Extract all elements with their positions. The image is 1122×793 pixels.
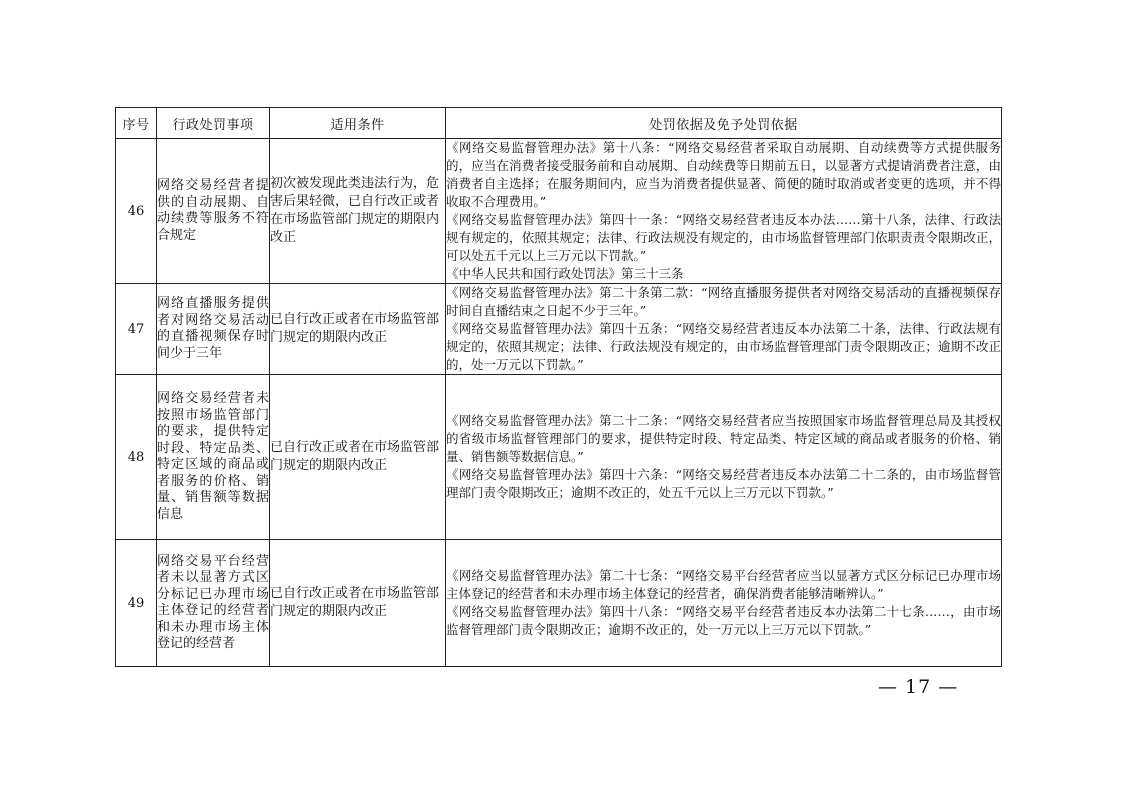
penalty-item: 网络交易平台经营者未以显著方式区分标记已办理市场主体登记的经营者和未办理市场主体登记的经营者 xyxy=(157,540,270,667)
basis-paragraph: 《网络交易监督管理办法》第十八条：“网络交易经营者采取自动展期、自动续费等方式提供服务的，应当在消费者接受服务前和自动展期、自动续费等日期前五日，以显著方式提请消费者注意，由消费者自主选择；在服务期间内，应当为消费者提供显著、简便的随时取消或者变更的选项，并不得收取不合理费用。” xyxy=(446,140,1001,209)
penalty-basis xyxy=(446,375,1002,540)
header-basis: 处罚依据及免予处罚依据 xyxy=(446,108,1002,139)
basis-paragraph: 《网络交易监督管理办法》第四十八条：“网络交易平台经营者违反本办法第二十七条……，由市场监督管理部门责令限期改正；逾期不改正的，处一万元以上三万元以下罚款。” xyxy=(446,604,1001,637)
basis-paragraph: 《网络交易监督管理办法》第二十二条：“网络交易经营者应当按照国家市场监督管理总局及其授权的省级市场监督管理部门的要求，提供特定时段、特定品类、特定区域的商品或者服务的价格、销量、销售额等数据信息。” xyxy=(446,413,1001,464)
penalty-basis xyxy=(446,139,1002,284)
applicable-condition: 已自行改正或者在市场监管部门规定的期限内改正 xyxy=(270,540,446,667)
header-num: 序号 xyxy=(116,108,157,139)
table-row xyxy=(116,284,1002,375)
penalty-basis xyxy=(446,540,1002,667)
applicable-condition: 已自行改正或者在市场监管部门规定的期限内改正 xyxy=(270,284,446,375)
penalty-item: 网络直播服务提供者对网络交易活动的直播视频保存时间少于三年 xyxy=(157,284,270,375)
basis-paragraph: 《网络交易监督管理办法》第四十五条：“网络交易经营者违反本办法第二十条，法律、行政法规有规定的，依照其规定；法律、行政法规没有规定的，由市场监督管理部门责令限期改正；逾期不改正的，处一万元以下罚款。” xyxy=(446,321,1001,372)
header-condition: 适用条件 xyxy=(270,108,446,139)
basis-paragraph: 《网络交易监督管理办法》第四十一条：“网络交易经营者违反本办法……第十八条，法律、行政法规有规定的，依照其规定；法律、行政法规没有规定的，由市场监督管理部门依职责责令限期改正，可以处五千元以上三万元以下罚款。” xyxy=(446,212,1001,263)
penalty-basis xyxy=(446,284,1002,375)
penalty-item: 网络交易经营者未按照市场监管部门的要求，提供特定时段、特定品类、特定区域的商品或者服务的价格、销量、销售额等数据信息 xyxy=(157,375,270,540)
basis-paragraph: 《网络交易监督管理办法》第二十七条：“网络交易平台经营者应当以显著方式区分标记已办理市场主体登记的经营者和未办理市场主体登记的经营者，确保消费者能够清晰辨认。” xyxy=(446,568,1001,601)
page-number: — 17 — xyxy=(878,676,959,698)
basis-paragraph: 《网络交易监督管理办法》第四十六条：“网络交易经营者违反本办法第二十二条的，由市场监督管理部门责令限期改正；逾期不改正的，处五千元以上三万元以下罚款。” xyxy=(446,467,1001,500)
table-row xyxy=(116,375,1002,540)
applicable-condition: 初次被发现此类违法行为，危害后果轻微，已自行改正或者在市场监管部门规定的期限内改正 xyxy=(270,139,446,284)
header-item: 行政处罚事项 xyxy=(157,108,270,139)
row-number: 47 xyxy=(116,284,157,375)
table-row xyxy=(116,540,1002,667)
row-number: 48 xyxy=(116,375,157,540)
penalty-item: 网络交易经营者提供的自动展期、自动续费等服务不符合规定 xyxy=(157,139,270,284)
basis-paragraph: 《网络交易监督管理办法》第二十条第二款：“网络直播服务提供者对网络交易活动的直播视频保存时间自直播结束之日起不少于三年。” xyxy=(446,285,1001,318)
penalty-table xyxy=(115,107,1002,667)
basis-paragraph: 《中华人民共和国行政处罚法》第三十三条 xyxy=(446,266,684,281)
table-header-row xyxy=(116,108,1002,139)
row-number: 46 xyxy=(116,139,157,284)
row-number: 49 xyxy=(116,540,157,667)
applicable-condition: 已自行改正或者在市场监管部门规定的期限内改正 xyxy=(270,375,446,540)
table-row xyxy=(116,139,1002,284)
